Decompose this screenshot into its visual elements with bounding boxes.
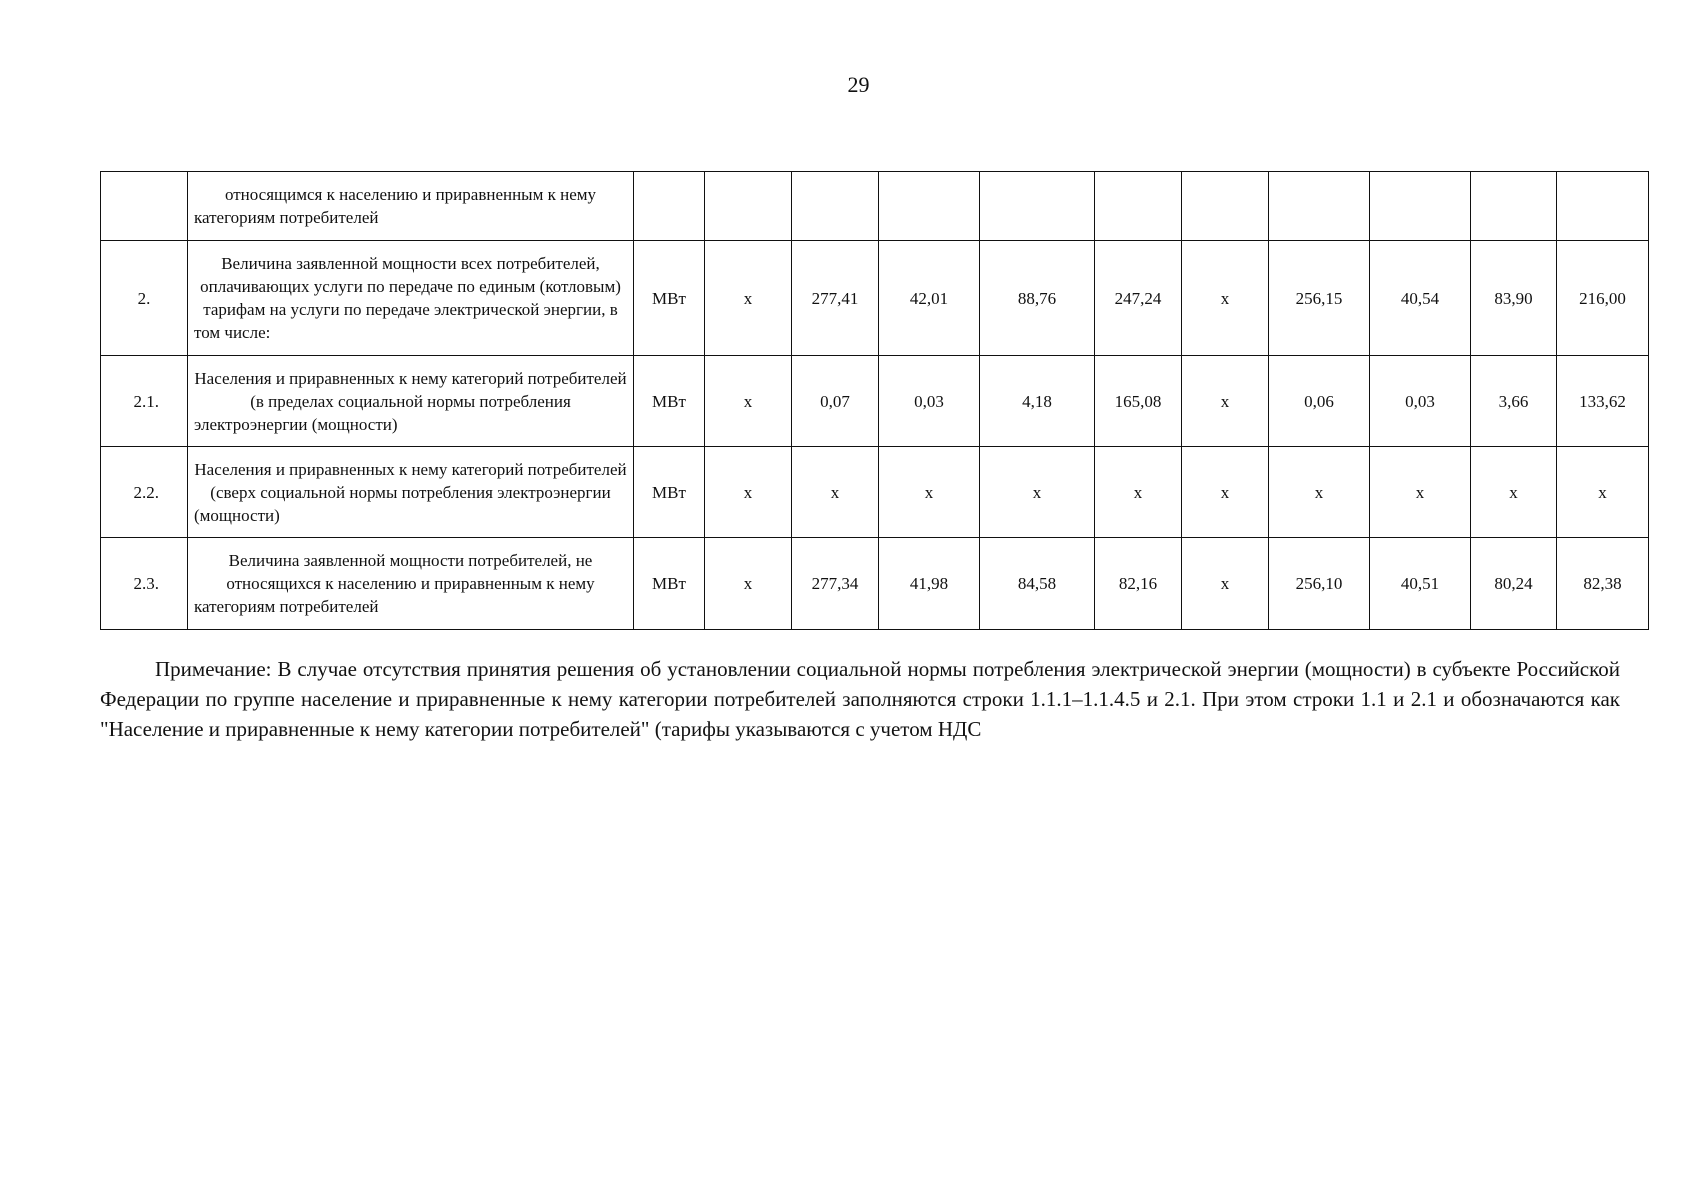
- row-number: 2.: [101, 241, 188, 356]
- row-name: Населения и приравненных к нему категорий потребителей (сверх социальной нормы потребления электроэнергии (мощности): [188, 447, 634, 538]
- row-cell: 41,98: [879, 538, 980, 630]
- row-cell: 0,03: [1370, 356, 1471, 447]
- row-cell: х: [1269, 447, 1370, 538]
- row-cell: х: [879, 447, 980, 538]
- row-cell: [1182, 172, 1269, 241]
- row-cell: 0,03: [879, 356, 980, 447]
- row-cell: х: [705, 241, 792, 356]
- row-cell: [1095, 172, 1182, 241]
- row-cell: х: [1182, 538, 1269, 630]
- table-row: [101, 172, 1649, 241]
- row-name: Населения и приравненных к нему категорий потребителей (в пределах социальной нормы потребления электроэнергии (мощности): [188, 356, 634, 447]
- row-cell: 256,15: [1269, 241, 1370, 356]
- row-cell: [980, 172, 1095, 241]
- row-number: 2.3.: [101, 538, 188, 630]
- row-cell: х: [1557, 447, 1649, 538]
- row-cell: х: [1095, 447, 1182, 538]
- table-row: [101, 538, 1649, 630]
- row-cell: [1471, 172, 1557, 241]
- table-row: [101, 356, 1649, 447]
- row-unit: МВт: [634, 447, 705, 538]
- row-cell: 0,07: [792, 356, 879, 447]
- row-unit: МВт: [634, 538, 705, 630]
- row-cell: х: [792, 447, 879, 538]
- row-unit: МВт: [634, 241, 705, 356]
- row-cell: х: [1370, 447, 1471, 538]
- row-number: 2.1.: [101, 356, 188, 447]
- row-cell: х: [705, 447, 792, 538]
- page-number: 29: [847, 72, 870, 97]
- row-number: [101, 172, 188, 241]
- row-cell: 0,06: [1269, 356, 1370, 447]
- row-cell: х: [705, 538, 792, 630]
- row-cell: 88,76: [980, 241, 1095, 356]
- row-unit: [634, 172, 705, 241]
- row-cell: [1269, 172, 1370, 241]
- row-cell: 82,16: [1095, 538, 1182, 630]
- row-cell: 82,38: [1557, 538, 1649, 630]
- tariff-table: [100, 171, 1649, 630]
- row-cell: х: [705, 356, 792, 447]
- row-cell: [879, 172, 980, 241]
- row-cell: 277,34: [792, 538, 879, 630]
- row-cell: 133,62: [1557, 356, 1649, 447]
- row-cell: 256,10: [1269, 538, 1370, 630]
- table-row: [101, 447, 1649, 538]
- row-cell: 42,01: [879, 241, 980, 356]
- row-name: Величина заявленной мощности всех потребителей, оплачивающих услуги по передаче по единым (котловым) тарифам на услуги по передаче электрической энергии, в том числе:: [188, 241, 634, 356]
- row-cell: 40,51: [1370, 538, 1471, 630]
- row-cell: 84,58: [980, 538, 1095, 630]
- row-cell: [1557, 172, 1649, 241]
- row-number: 2.2.: [101, 447, 188, 538]
- row-cell: 165,08: [1095, 356, 1182, 447]
- row-cell: х: [1471, 447, 1557, 538]
- row-cell: 277,41: [792, 241, 879, 356]
- row-cell: [705, 172, 792, 241]
- row-cell: 4,18: [980, 356, 1095, 447]
- table-row: [101, 241, 1649, 356]
- row-cell: 40,54: [1370, 241, 1471, 356]
- row-unit: МВт: [634, 356, 705, 447]
- row-name: относящимся к населению и приравненным к нему категориям потребителей: [188, 172, 634, 241]
- row-cell: 83,90: [1471, 241, 1557, 356]
- row-cell: 247,24: [1095, 241, 1182, 356]
- row-name: Величина заявленной мощности потребителей, не относящихся к населению и приравненным к нему категориям потребителей: [188, 538, 634, 630]
- row-cell: 3,66: [1471, 356, 1557, 447]
- row-cell: х: [1182, 447, 1269, 538]
- row-cell: [792, 172, 879, 241]
- row-cell: [1370, 172, 1471, 241]
- row-cell: 80,24: [1471, 538, 1557, 630]
- row-cell: х: [1182, 241, 1269, 356]
- footnote: Примечание: В случае отсутствия принятия решения об установлении социальной нормы потребления электрической энергии (мощности) в субъекте Российской Федерации по группе население и приравненные к нему категории потребителей заполняются строки 1.1.1–1.1.4.5 и 2.1. При этом строки 1.1 и 2.1 и обозначаются как "Население и приравненные к нему категории потребителей" (тарифы указываются с учетом НДС: [100, 657, 1620, 741]
- row-cell: 216,00: [1557, 241, 1649, 356]
- row-cell: х: [980, 447, 1095, 538]
- row-cell: х: [1182, 356, 1269, 447]
